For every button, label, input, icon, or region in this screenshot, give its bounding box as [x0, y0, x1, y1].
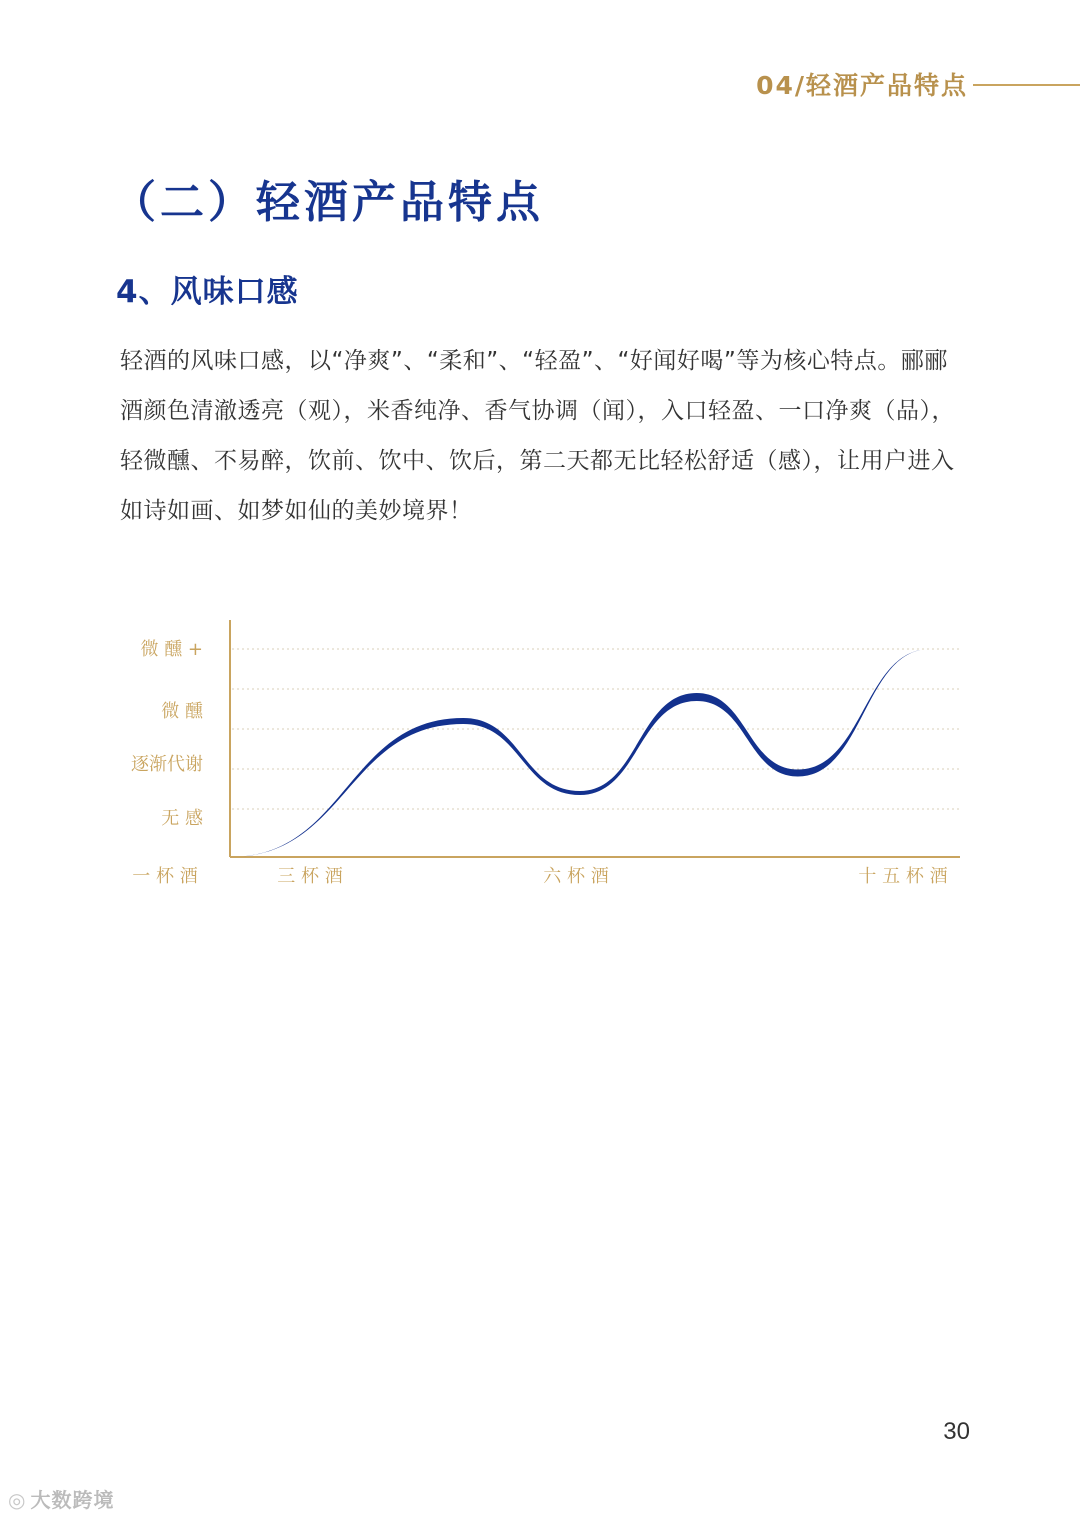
page-number: 30	[943, 1418, 970, 1445]
tipsiness-chart	[100, 600, 1000, 920]
curve-layer	[230, 649, 930, 857]
wechat-like-icon: ◎	[8, 1488, 27, 1512]
section-title: （二）轻酒产品特点	[112, 177, 544, 228]
watermark	[8, 1484, 114, 1513]
chart-axes	[230, 620, 960, 857]
body-paragraph: 轻酒的风味口感，以“净爽”、“柔和”、“轻盈”、“好闻好喝”等为核心特点。郦郦酒颜色清澈透亮（观），米香纯净、香气协调（闻），入口轻盈、一口净爽（品），轻微醺、不易醉，饮前、饮中、饮后，第二天都无比轻松舒适（感），让用户进入如诗如画、如梦如仙的美妙境界！	[120, 348, 955, 524]
header-label: 04/轻酒产品特点	[756, 71, 968, 100]
x-tick-label: 十 五 杯 酒	[858, 866, 948, 887]
x-tick-label: 三 杯 酒	[277, 866, 343, 887]
x-axis-labels	[132, 866, 947, 887]
y-level-label: 无 感	[161, 808, 203, 829]
chart-svg	[100, 600, 1000, 920]
x-tick-label: 一 杯 酒	[132, 866, 198, 887]
tipsiness-curve	[230, 649, 930, 857]
chart-grid	[232, 649, 960, 809]
y-axis-labels	[131, 639, 204, 829]
y-level-label: 逐渐代谢	[131, 754, 203, 775]
x-tick-label: 六 杯 酒	[543, 866, 609, 887]
header-rule	[973, 84, 1080, 86]
y-level-label: 微 醺	[161, 701, 203, 722]
y-level-label: 微 醺 +	[140, 639, 203, 660]
sub-title: 4、风味口感	[116, 274, 299, 310]
watermark-text: 大数跨境	[30, 1488, 115, 1512]
